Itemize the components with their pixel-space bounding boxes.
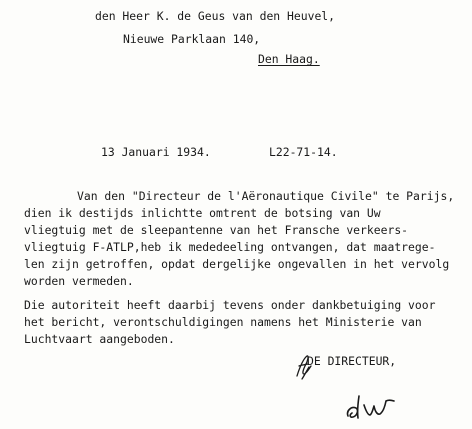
letter-date: 13 Januari 1934. (101, 145, 211, 159)
paragraph-1-line-1: Van den "Directeur de l'Aëronautique Civile" te Parijs, (77, 189, 455, 203)
paragraph-1-line-2: dien ik destijds inlichtte omtrent de botsing van Uw (24, 206, 381, 220)
paragraph-1-line-4: vliegtuig F-ATLP,heb ik mededeeling ontvangen, dat maatrege- (24, 240, 436, 254)
paragraph-2-line-3: Luchtvaart aangeboden. (24, 332, 175, 346)
recipient-street: Nieuwe Parklaan 140, (123, 32, 261, 46)
recipient-city: Den Haag. (258, 52, 320, 66)
paragraph-2-line-1: Die autoriteit heeft daarbij tevens onder dankbetuiging voor (24, 298, 436, 312)
paragraph-1-line-6: worden vermeden. (24, 274, 134, 288)
letter-reference: L22-71-14. (269, 145, 338, 159)
paragraph-2-line-2: het bericht, verontschuldigingen namens het Ministerie van (24, 315, 422, 329)
recipient-name: den Heer K. de Geus van den Heuvel, (95, 9, 336, 23)
paragraph-1-line-3: vliegtuig met de sleepantenne van het Fransche verkeers- (24, 223, 409, 237)
paragraph-1-line-5: len zijn getroffen, opdat dergelijke ongevallen in het vervolg (24, 257, 450, 271)
signature-mark (342, 390, 398, 424)
signatory-title: DE DIRECTEUR, (307, 354, 397, 368)
